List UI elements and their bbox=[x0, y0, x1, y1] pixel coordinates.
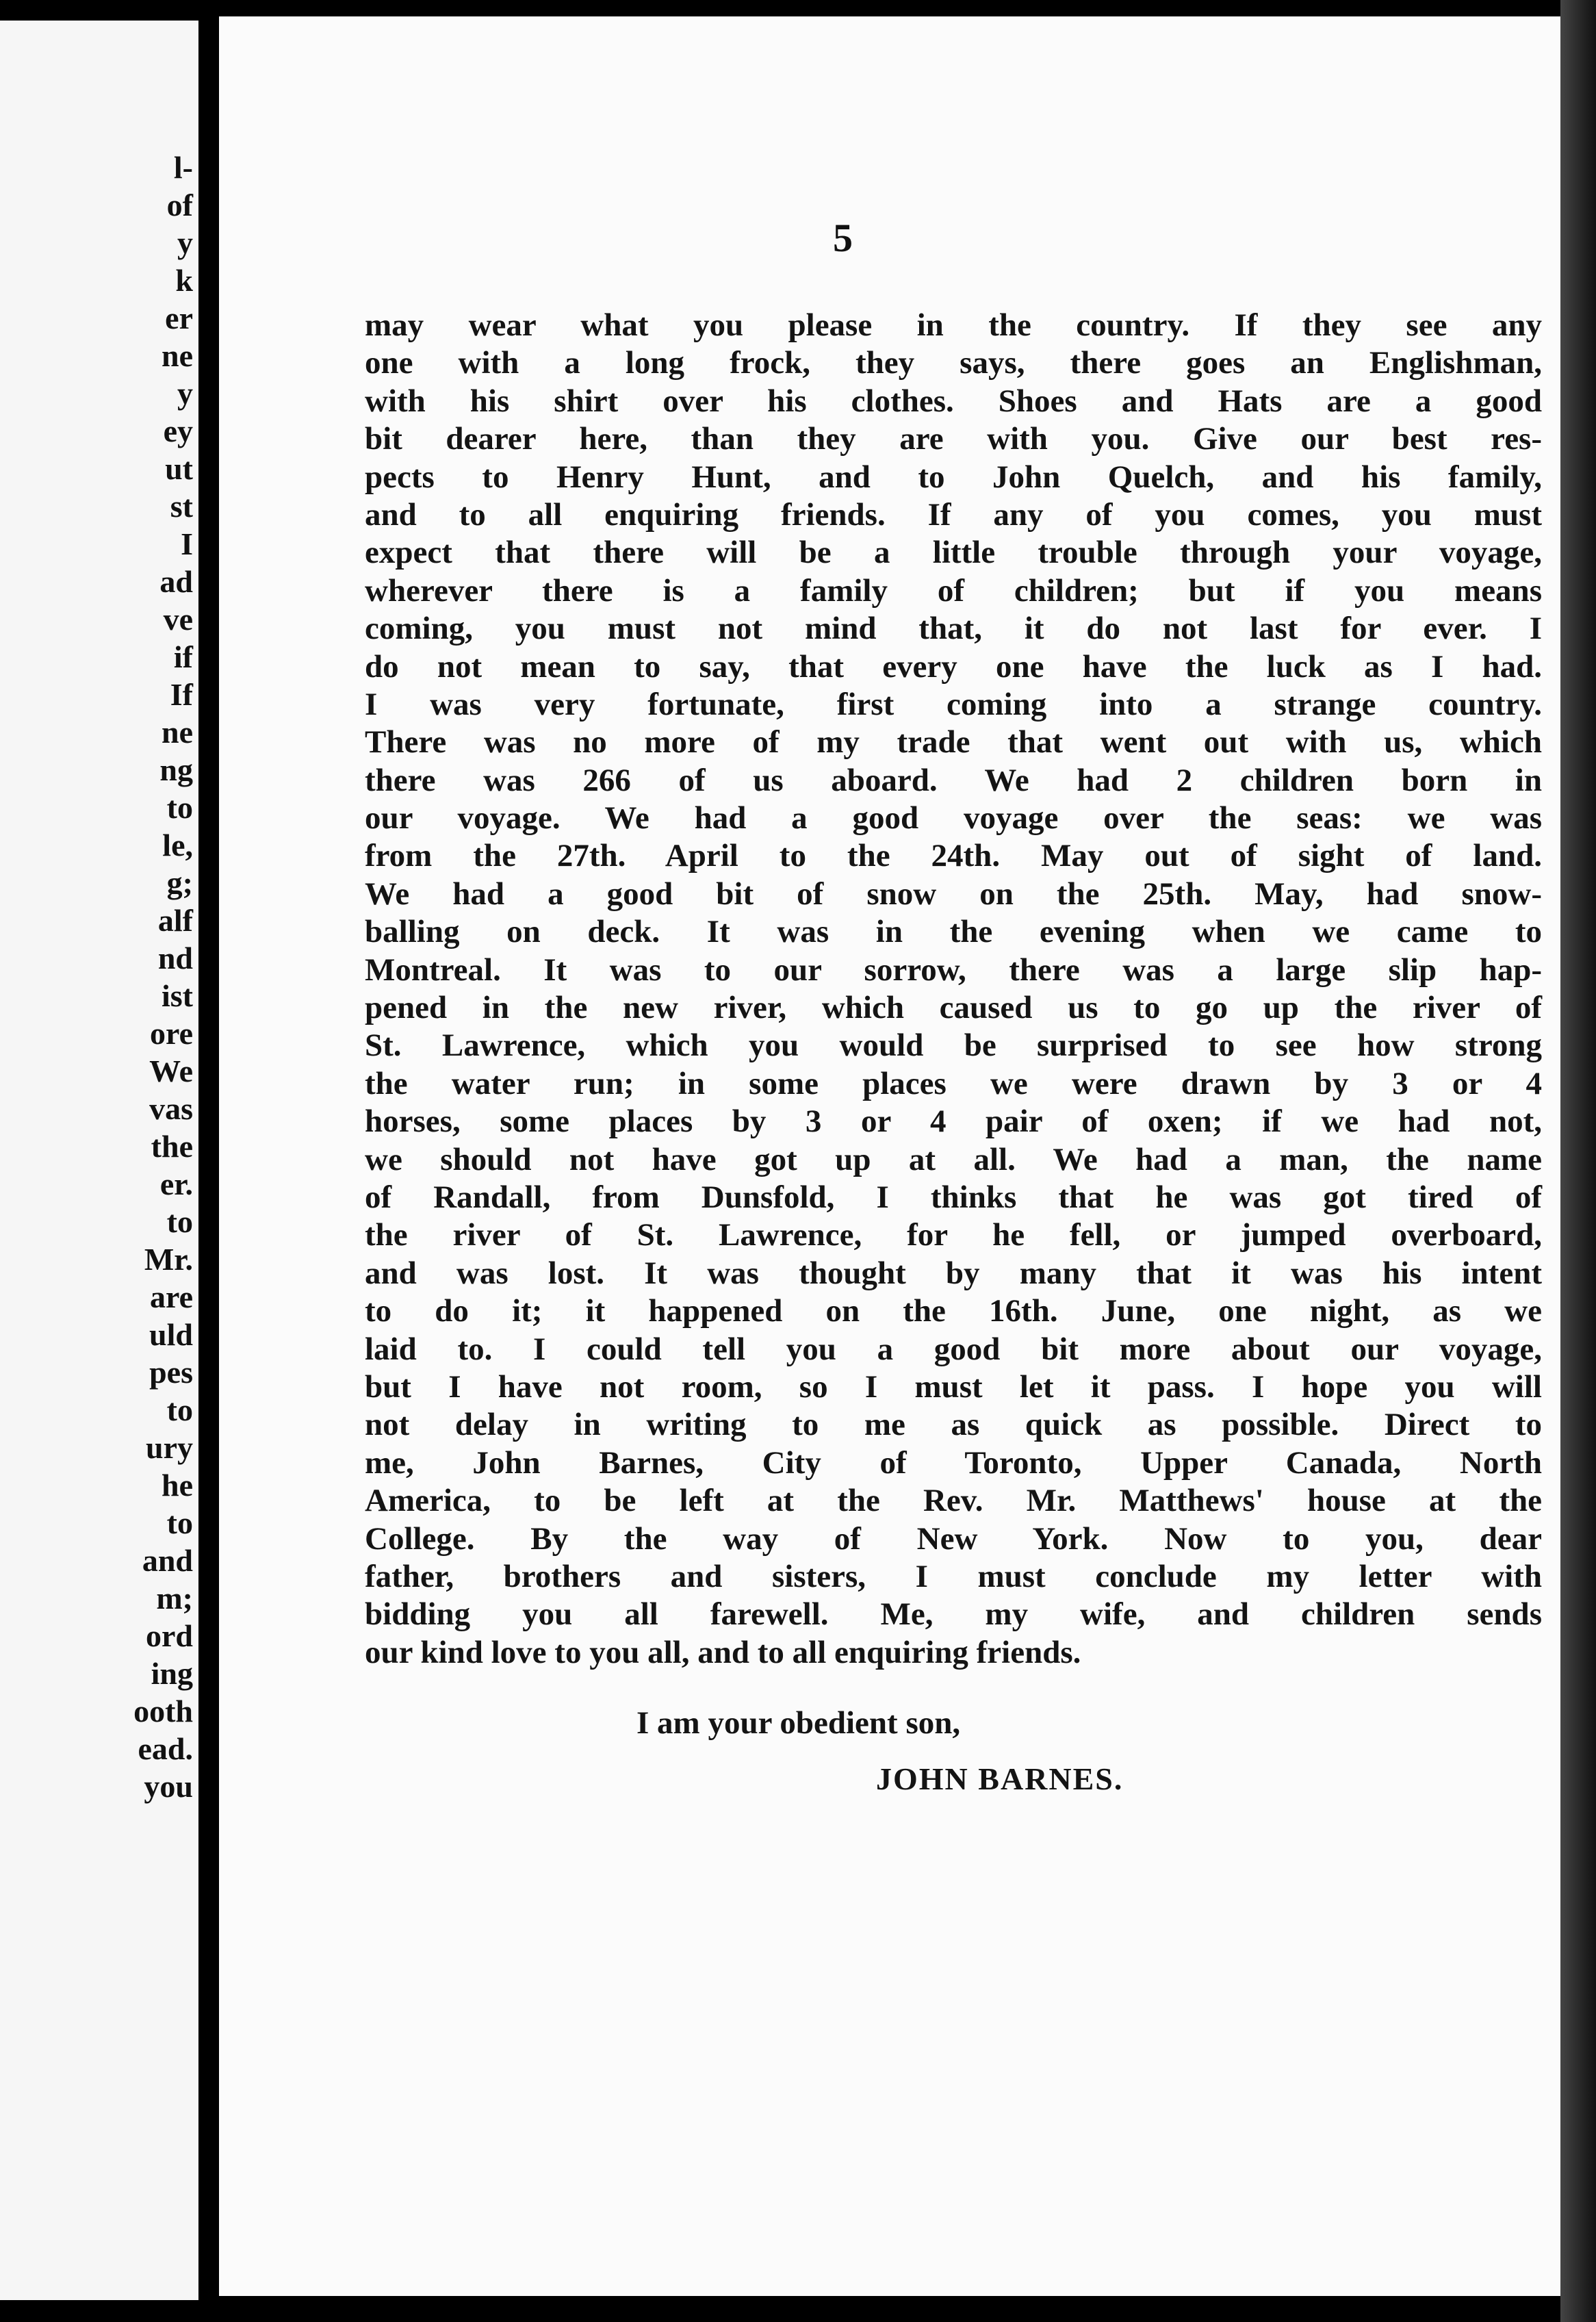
book-edge-shadow bbox=[1560, 0, 1596, 2322]
left-fragment: le, bbox=[162, 828, 193, 863]
text-line: may wear what you please in the country. If they see any bbox=[365, 307, 1542, 343]
text-line: from the 27th. April to the 24th. May out of sight of land. bbox=[365, 838, 1542, 874]
left-fragment: you bbox=[144, 1769, 193, 1804]
left-fragment: y bbox=[177, 376, 193, 411]
page-number: 5 bbox=[833, 216, 853, 260]
text-line: bit dearer here, than they are with you. Give our best res- bbox=[365, 421, 1542, 457]
left-fragment: ad bbox=[159, 564, 193, 599]
left-fragment: to bbox=[166, 1204, 193, 1239]
left-fragment: I bbox=[181, 526, 193, 561]
left-fragment: nd bbox=[157, 941, 193, 975]
left-fragment: are bbox=[149, 1279, 193, 1314]
text-line: pened in the new river, which caused us to go up the river of bbox=[365, 990, 1542, 1026]
text-line: and was lost. It was thought by many that it was his intent bbox=[365, 1255, 1542, 1291]
text-line: College. By the way of New York. Now to you, dear bbox=[365, 1520, 1542, 1557]
left-fragment: m; bbox=[156, 1581, 193, 1616]
left-fragment: ng bbox=[159, 752, 193, 787]
book-page bbox=[219, 16, 1560, 2296]
text-line: do not mean to say, that every one have the luck as I had. bbox=[365, 648, 1542, 685]
left-fragment: ing bbox=[151, 1656, 193, 1691]
text-line: bidding you all farewell. Me, my wife, and children sends bbox=[365, 1596, 1542, 1633]
text-line: laid to. I could tell you a good bit more about our voyage, bbox=[365, 1331, 1542, 1367]
text-line: St. Lawrence, which you would be surprised to see how strong bbox=[365, 1028, 1542, 1064]
text-line: America, to be left at the Rev. Mr. Matthews' house at the bbox=[365, 1483, 1542, 1519]
left-fragment: g; bbox=[166, 865, 193, 900]
left-fragment: ury bbox=[146, 1430, 193, 1465]
signature: JOHN BARNES. bbox=[876, 1761, 1124, 1796]
text-line: one with a long frock, they says, there goes an Englishman, bbox=[365, 345, 1542, 381]
left-fragment: er. bbox=[159, 1166, 193, 1201]
left-fragment: ooth bbox=[133, 1694, 193, 1728]
text-line: expect that there will be a little trouble through your voyage, bbox=[365, 535, 1542, 571]
left-fragment: he bbox=[162, 1468, 193, 1503]
text-line: with his shirt over his clothes. Shoes and Hats are a good bbox=[365, 383, 1542, 419]
text-line: we should not have got up at all. We had a man, the name bbox=[365, 1141, 1542, 1177]
left-fragment: ead. bbox=[138, 1731, 193, 1766]
left-fragment: vas bbox=[149, 1091, 193, 1126]
text-line: We had a good bit of snow on the 25th. May, had snow- bbox=[365, 876, 1542, 912]
text-line: our kind love to you all, and to all enquiring friends. bbox=[365, 1634, 1081, 1670]
letter-body bbox=[365, 307, 1542, 1672]
text-line: wherever there is a family of children; but if you means bbox=[365, 572, 1542, 609]
left-fragment: the bbox=[151, 1129, 193, 1164]
left-fragment: ne bbox=[162, 338, 193, 373]
left-fragment: if bbox=[173, 639, 193, 674]
text-line: there was 266 of us aboard. We had 2 children born in bbox=[365, 762, 1542, 798]
text-line: father, brothers and sisters, I must conclude my letter with bbox=[365, 1558, 1542, 1594]
left-fragment: k bbox=[175, 263, 193, 298]
text-line: Montreal. It was to our sorrow, there was a large slip hap- bbox=[365, 952, 1542, 988]
left-fragment: ve bbox=[163, 602, 193, 637]
text-line: our voyage. We had a good voyage over the seas: we was bbox=[365, 800, 1542, 837]
text-line: me, John Barnes, City of Toronto, Upper Canada, North bbox=[365, 1444, 1542, 1481]
left-fragment: alf bbox=[157, 903, 193, 938]
left-fragment: to bbox=[166, 1505, 193, 1540]
left-fragment: l- bbox=[173, 150, 193, 185]
left-page-edge bbox=[0, 21, 198, 2300]
left-fragment: st bbox=[170, 489, 193, 524]
left-fragment: If bbox=[170, 677, 193, 712]
text-line: balling on deck. It was in the evening when we came to bbox=[365, 914, 1542, 950]
left-fragment: ist bbox=[162, 978, 193, 1013]
text-line: I was very fortunate, first coming into a strange country. bbox=[365, 686, 1542, 722]
text-line: to do it; it happened on the 16th. June, one night, as we bbox=[365, 1293, 1542, 1329]
text-line: not delay in writing to me as quick as possible. Direct to bbox=[365, 1407, 1542, 1443]
text-line: the river of St. Lawrence, for he fell, or jumped overboard, bbox=[365, 1217, 1542, 1253]
left-fragment: Mr. bbox=[144, 1242, 193, 1277]
left-fragment: ut bbox=[165, 451, 193, 486]
left-fragment: ore bbox=[149, 1016, 193, 1051]
left-fragment: uld bbox=[149, 1317, 193, 1352]
left-fragment: ey bbox=[163, 413, 193, 448]
text-line: There was no more of my trade that went out with us, which bbox=[365, 724, 1542, 761]
text-line: pects to Henry Hunt, and to John Quelch, and his family, bbox=[365, 459, 1542, 495]
left-fragment: to bbox=[166, 1392, 193, 1427]
left-fragment: of bbox=[166, 188, 193, 222]
text-line: coming, you must not mind that, it do not last for ever. I bbox=[365, 611, 1542, 647]
left-fragment: y bbox=[177, 225, 193, 260]
text-line: but I have not room, so I must let it pass. I hope you will bbox=[365, 1368, 1542, 1405]
left-fragment: We bbox=[149, 1054, 193, 1088]
left-fragment: er bbox=[165, 301, 193, 335]
left-fragment: to bbox=[166, 790, 193, 825]
closing-line: I am your obedient son, bbox=[636, 1705, 961, 1741]
left-fragment: ne bbox=[162, 715, 193, 750]
text-line: of Randall, from Dunsfold, I thinks that he was got tired of bbox=[365, 1179, 1542, 1215]
text-line: horses, some places by 3 or 4 pair of oxen; if we had not, bbox=[365, 1103, 1542, 1140]
text-line: the water run; in some places we were drawn by 3 or 4 bbox=[365, 1065, 1542, 1101]
left-fragment: and bbox=[142, 1543, 193, 1578]
left-fragment: ord bbox=[146, 1618, 193, 1653]
left-fragment: pes bbox=[149, 1355, 193, 1390]
text-line: and to all enquiring friends. If any of you comes, you must bbox=[365, 496, 1542, 533]
